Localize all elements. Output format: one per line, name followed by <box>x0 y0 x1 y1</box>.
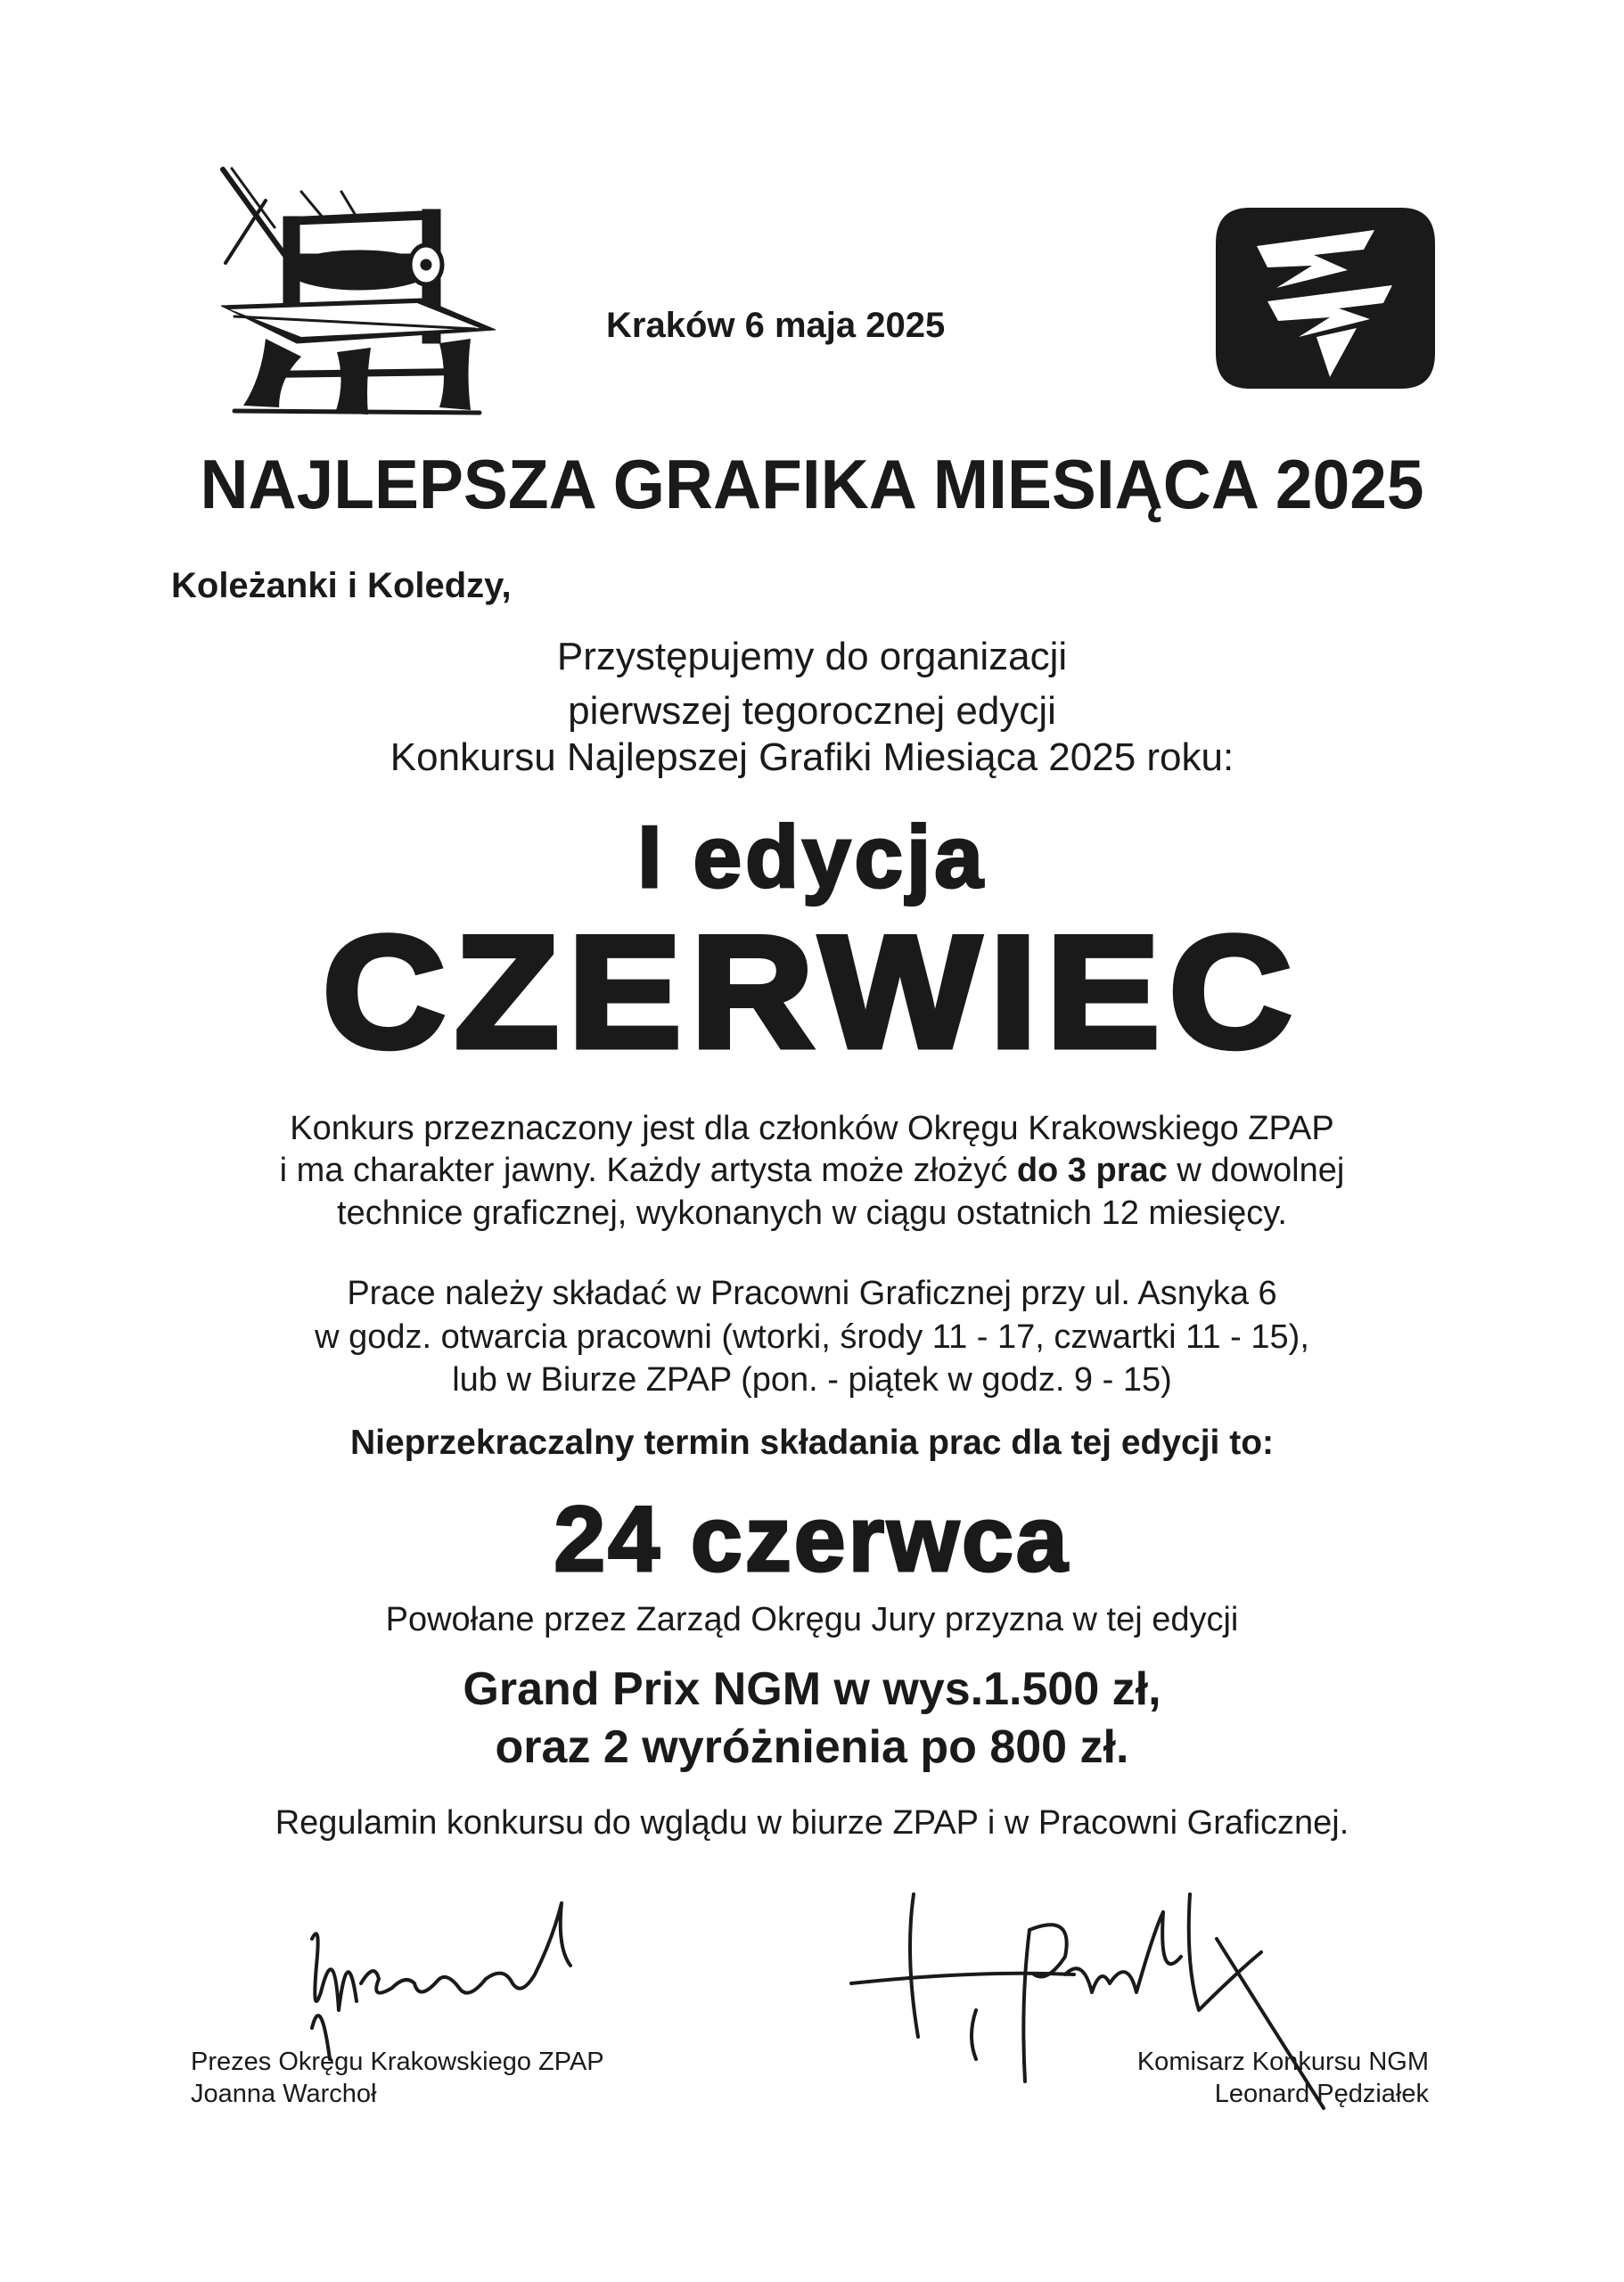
president-role: Prezes Okręgu Krakowskiego ZPAP <box>191 2048 604 2076</box>
regulations-line: Regulamin konkursu do wglądu w biurze ZPAP i w Pracowni Graficznej. <box>275 1804 1349 1842</box>
submission-line: lub w Biurze ZPAP (pon. - piątek w godz. 9 - 15) <box>452 1361 1172 1399</box>
eligibility-line: Konkurs przeznaczony jest dla członków Okręgu Krakowskiego ZPAP <box>290 1110 1334 1147</box>
deadline-date: 24 czerwca <box>554 1488 1070 1591</box>
submission-line: w godz. otwarcia pracowni (wtorki, środy 11 - 17, czwartki 11 - 15), <box>315 1318 1309 1356</box>
intro-line: pierwszej tegorocznej edycji <box>568 689 1056 733</box>
max-works-highlight: do 3 prac <box>1016 1152 1168 1189</box>
commissioner-role: Komisarz Konkursu NGM <box>1136 2048 1429 2076</box>
deadline-lead: Nieprzekraczalny termin składania prac dla tej edycji to: <box>349 1424 1275 1462</box>
signature-left-icon <box>294 1885 597 2064</box>
edition-month: CZERWIEC <box>323 903 1301 1080</box>
edition-label: I edycja <box>637 808 987 906</box>
intro-line: Przystępujemy do organizacji <box>556 635 1068 678</box>
president-name: Joanna Warchoł <box>191 2080 377 2108</box>
jury-line: Powołane przez Zarząd Okręgu Jury przyzna w tej edycji <box>385 1601 1239 1638</box>
intro-line: Konkursu Najlepszej Grafiki Miesiąca 2025 roku: <box>390 735 1234 779</box>
greeting: Koleżanki i Koledzy, <box>171 566 512 605</box>
eligibility-text: i ma charakter jawny. Każdy artysta może złożyć <box>279 1152 1017 1189</box>
submission-line: Prace należy składać w Pracowni Graficznej przy ul. Asnyka 6 <box>347 1275 1277 1312</box>
commissioner-name: Leonard Pędziałek <box>1214 2080 1429 2108</box>
eligibility-line: technice graficznej, wykonanych w ciągu ostatnich 12 miesięcy. <box>337 1194 1287 1232</box>
zpap-logo-icon <box>1214 203 1437 392</box>
distinctions-line: oraz 2 wyróżnienia po 800 zł. <box>495 1721 1129 1773</box>
grand-prix-line: Grand Prix NGM w wys.1.500 zł, <box>463 1663 1161 1715</box>
document-date: Kraków 6 maja 2025 <box>606 306 946 345</box>
document-title: NAJLEPSZA GRAFIKA MIESIĄCA 2025 <box>200 445 1424 523</box>
printing-press-icon <box>212 165 502 423</box>
eligibility-text: w dowolnej <box>1167 1152 1345 1189</box>
eligibility-line <box>0 1150 1624 1191</box>
